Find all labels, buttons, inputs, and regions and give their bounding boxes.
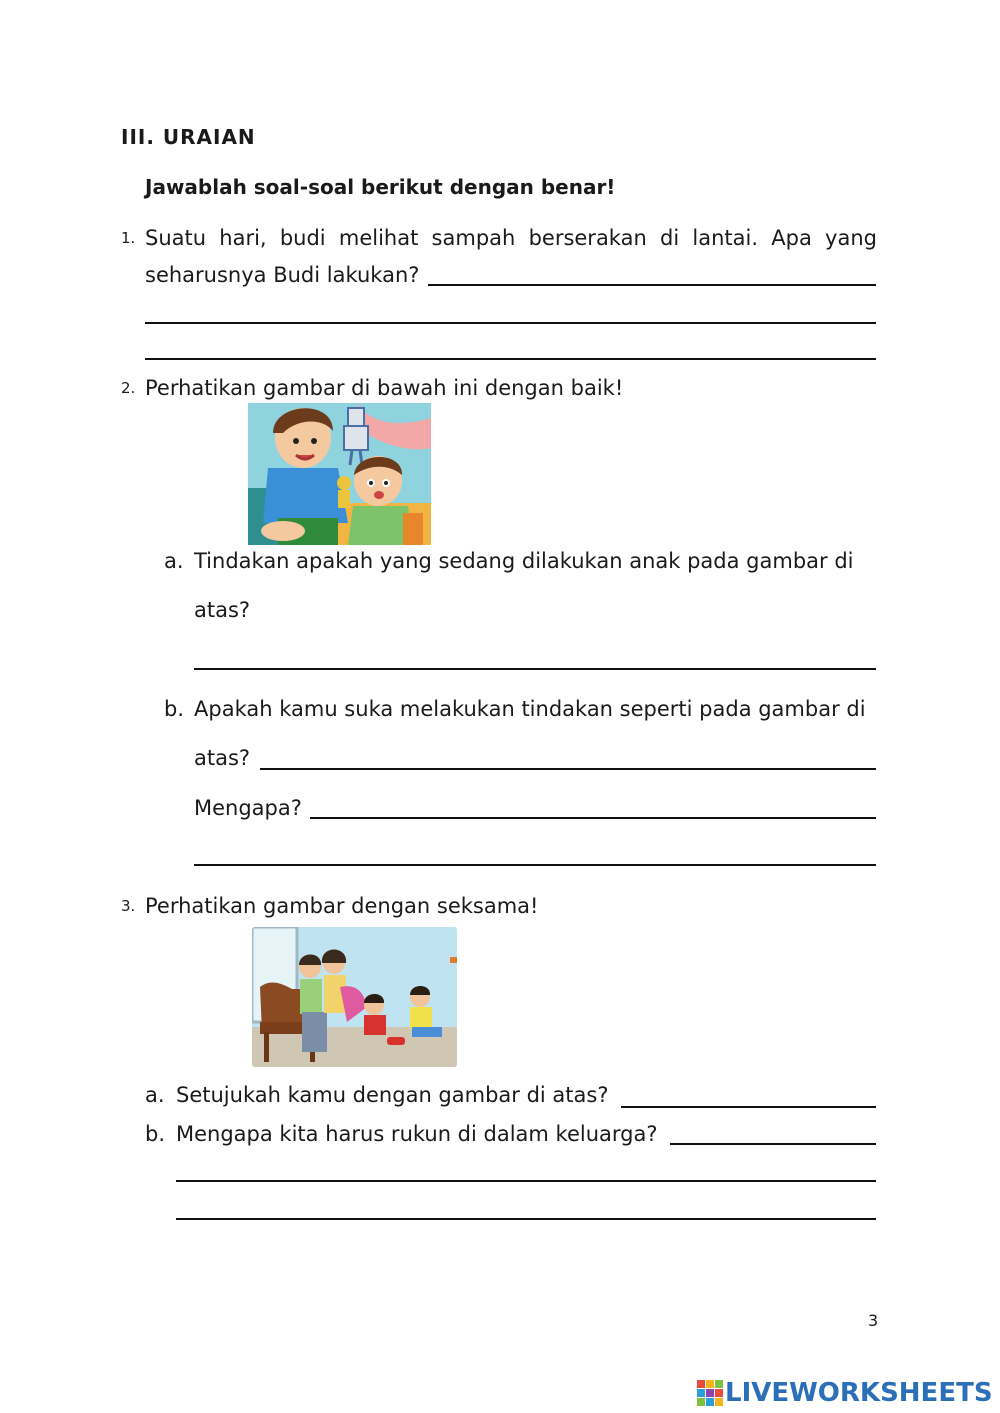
question-2a-line-1: Tindakan apakah yang sedang dilakukan anak pada gambar di bbox=[194, 549, 854, 573]
question-2a-label: a. bbox=[164, 549, 184, 573]
liveworksheets-wordmark: LIVEWORKSHEETS bbox=[725, 1378, 993, 1408]
question-2a-line-2: atas? bbox=[194, 598, 251, 622]
answer-line-q3b-1[interactable] bbox=[670, 1143, 876, 1145]
answer-line-q2b-2[interactable] bbox=[310, 817, 876, 819]
answer-line-q1-3[interactable] bbox=[145, 358, 876, 360]
answer-line-q2b-1[interactable] bbox=[260, 768, 876, 770]
question-1-line-1: Suatu hari, budi melihat sampah berserakan di lantai. Apa yang bbox=[145, 226, 877, 250]
question-2b-label: b. bbox=[164, 697, 185, 721]
question-1-number: 1. bbox=[121, 229, 136, 247]
question-2-text: Perhatikan gambar di bawah ini dengan baik! bbox=[145, 376, 624, 400]
question-3a-text: Setujukah kamu dengan gambar di atas? bbox=[176, 1083, 609, 1107]
page-number: 3 bbox=[868, 1311, 879, 1330]
answer-line-q3b-3[interactable] bbox=[176, 1218, 876, 1220]
question-3-number: 3. bbox=[121, 897, 136, 915]
answer-line-q1-2[interactable] bbox=[145, 322, 876, 324]
question-3-text: Perhatikan gambar dengan seksama! bbox=[145, 894, 539, 918]
answer-line-q3b-2[interactable] bbox=[176, 1180, 876, 1182]
instruction-text: Jawablah soal-soal berikut dengan benar! bbox=[145, 175, 616, 199]
answer-line-q2a[interactable] bbox=[194, 668, 876, 670]
question-2b-why: Mengapa? bbox=[194, 796, 302, 820]
question-1-line-2: seharusnya Budi lakukan? bbox=[145, 263, 420, 287]
answer-line-q1-1[interactable] bbox=[428, 284, 876, 286]
question-2b-line-1: Apakah kamu suka melakukan tindakan seperti pada gambar di bbox=[194, 697, 866, 721]
illustration-boys-playing bbox=[248, 403, 431, 545]
question-3b-label: b. bbox=[145, 1122, 166, 1146]
question-2-number: 2. bbox=[121, 379, 136, 397]
liveworksheets-logo bbox=[697, 1378, 993, 1408]
question-2b-line-2: atas? bbox=[194, 746, 251, 770]
answer-line-q3a[interactable] bbox=[621, 1106, 876, 1108]
section-heading: III. URAIAN bbox=[121, 125, 256, 149]
answer-line-q2b-3[interactable] bbox=[194, 864, 876, 866]
illustration-family-living-room bbox=[252, 927, 457, 1067]
question-3b-text: Mengapa kita harus rukun di dalam keluarga? bbox=[176, 1122, 658, 1146]
question-3a-label: a. bbox=[145, 1083, 165, 1107]
liveworksheets-icon bbox=[697, 1380, 723, 1406]
